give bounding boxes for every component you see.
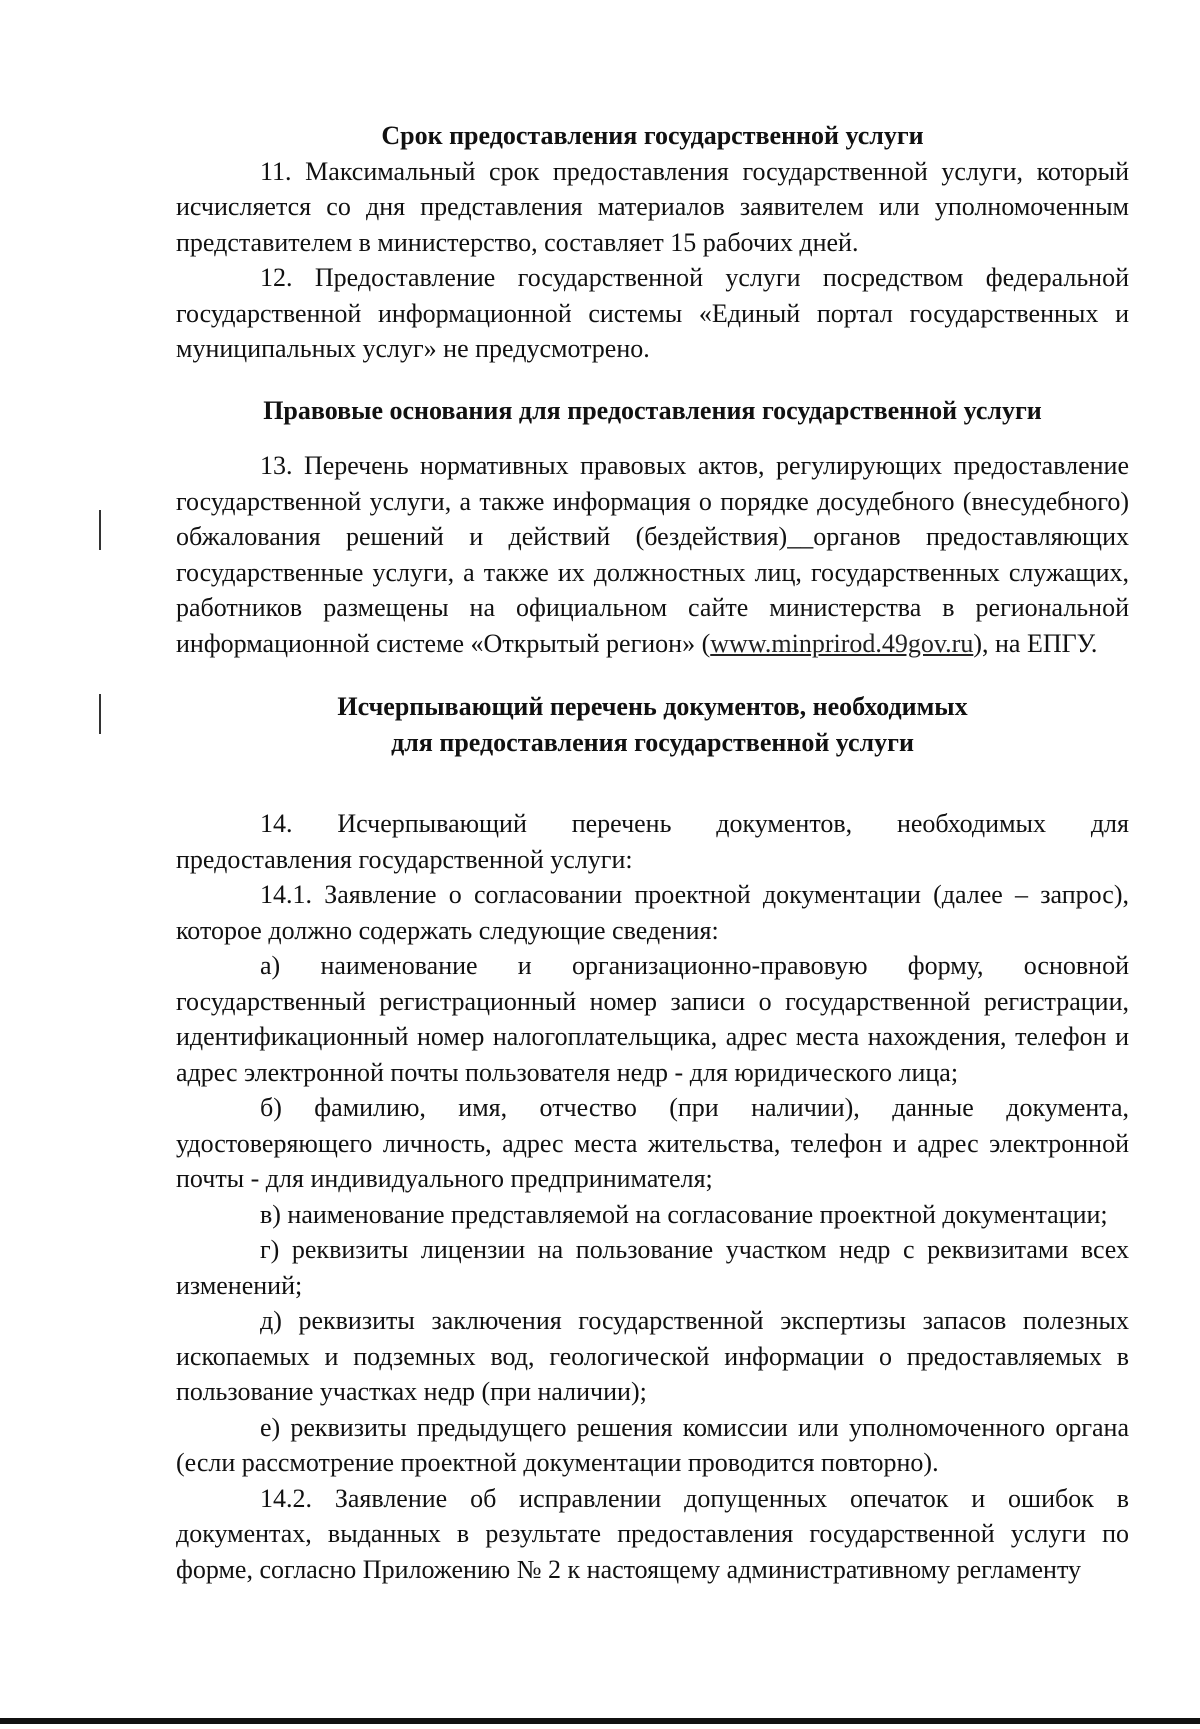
paragraph-11: 11. Максимальный срок предоставления государственной услуги, который исчисляется со дня представления материалов заявителем или уполномоченным представителем в министерство, составляет 15 рабочих дней. [176,156,1129,257]
margin-line-mark [99,694,101,734]
paragraph-14-line1: 14. Исчерпывающий перечень документов, необходимых для [260,809,1129,838]
paragraph-14-2: 14.2. Заявление об исправлении допущенных опечаток и ошибок в документах, выданных в результате предоставления государственной услуги по форме, согласно Приложению № 2 к настоящему административному регламенту [176,1483,1129,1584]
paragraph-12: 12. Предоставление государственной услуги посредством федеральной государственной информационной системы «Единый портал государственных и муниципальных услуг» не предусмотрено. [176,263,1129,363]
section-heading-srok: Срок предоставления государственной услуги [381,121,924,150]
list-item-v: в) наименование представляемой на согласование проектной документации; [260,1199,1108,1229]
paragraph-13 [176,448,1129,661]
paragraph-14-line2: предоставления государственной услуги: [176,844,633,874]
paragraph-13-text: 13. Перечень нормативных правовых актов, регулирующих предоставление государственной услуги, а также информация о порядке досудебного (внесудебного) обжалования решений и действий (бездействия)__органов предоставляющих государственные услуги, а также их должностных лиц, государственных служащих, работников размещены на официальном сайте министерства в региональной информационной системе «Открытый регион» ( [176,451,1129,658]
paragraph-14-1: 14.1. Заявление о согласовании проектной документации (далее – запрос), которое должно содержать следующие сведения: [176,880,1129,945]
list-item-g: г) реквизиты лицензии на пользование участком недр с реквизитами всех изменений; [176,1235,1129,1300]
list-item-d: д) реквизиты заключения государственной экспертизы запасов полезных ископаемых и подземных вод, геологической информации о предоставляемых в пользование участках недр (при наличии); [176,1306,1129,1406]
list-item-b: б) фамилию, имя, отчество (при наличии), данные документа, удостоверяющего личность, адрес места жительства, телефон и адрес электронной почты - для индивидуального предпринимателя; [176,1093,1129,1193]
document-body [176,118,1129,1587]
page-bottom-border [0,1718,1200,1724]
list-item-e: е) реквизиты предыдущего решения комиссии или уполномоченного органа (если рассмотрение проектной документации проводится повторно). [176,1412,1129,1477]
ministry-site-link[interactable]: www.minprirod.49gov.ru [710,628,974,658]
section-heading-perechen-line1: Исчерпывающий перечень документов, необходимых [337,692,968,721]
section-heading-perechen-line2: для предоставления государственной услуги [391,727,914,757]
paragraph-13-tail: ), на ЕПГУ. [973,628,1098,658]
list-item-a: а) наименование и организационно-правовую форму, основной государственный регистрационный номер записи о государственной регистрации, идентификационный номер налогоплательщика, адрес места нахождения, телефон и адрес электронной почты пользователя недр - для юридического лица; [176,951,1129,1087]
margin-line-mark [99,510,101,550]
section-heading-pravo: Правовые основания для предоставления государственной услуги [263,395,1042,425]
